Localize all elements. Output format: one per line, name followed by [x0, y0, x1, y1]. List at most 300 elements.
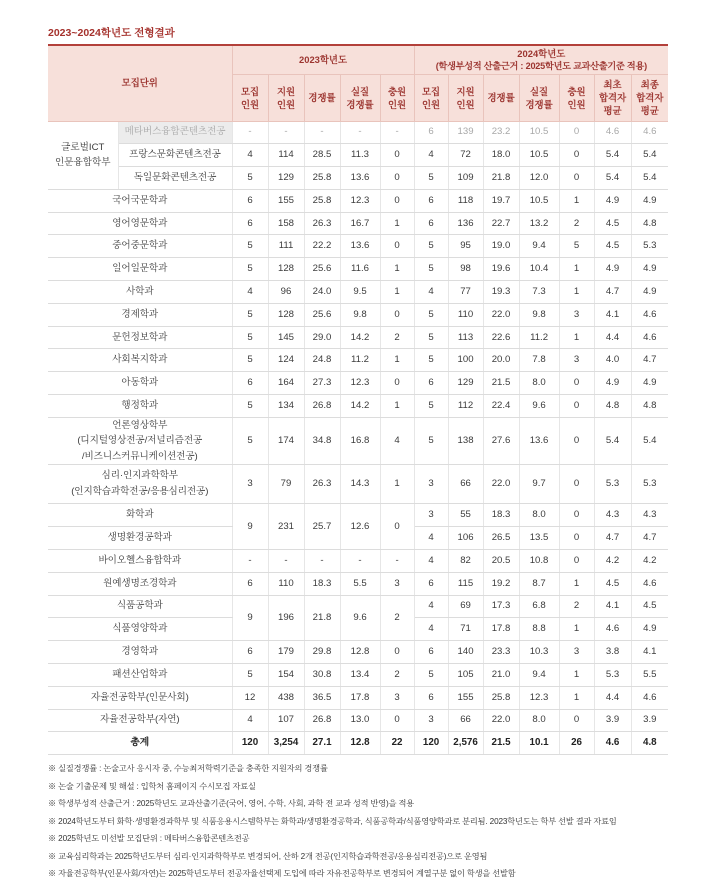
total-2023-real-competition-rate: 12.8	[340, 732, 380, 755]
value-2023-additional-admits: 0	[380, 167, 414, 190]
column-header-2023-applicant-count	[268, 74, 304, 121]
table-row	[48, 121, 668, 144]
value-2024-additional-admits: 1	[559, 281, 594, 304]
total-row	[48, 732, 668, 755]
value-2023-applicant-count: 128	[268, 303, 304, 326]
value-2023-recruit-count: 4	[232, 144, 268, 167]
value-2023-competition-rate: 24.0	[304, 281, 340, 304]
value-2023-competition-rate: 22.2	[304, 235, 340, 258]
value-2024-first-admit-average: 4.2	[594, 549, 631, 572]
value-2024-recruit-count: 3	[414, 465, 448, 504]
value-2024-first-admit-average: 4.7	[594, 527, 631, 550]
value-2023-applicant-count: 164	[268, 372, 304, 395]
value-2023-recruit-count: 12	[232, 686, 268, 709]
value-2024-additional-admits: 1	[559, 258, 594, 281]
admission-results-table	[48, 44, 668, 755]
value-2023-competition-rate: 21.8	[304, 595, 340, 641]
value-2024-additional-admits: 1	[559, 572, 594, 595]
value-2023-recruit-count: 5	[232, 235, 268, 258]
value-2024-recruit-count: 5	[414, 417, 448, 465]
value-2024-competition-rate: 21.5	[483, 372, 519, 395]
value-2024-competition-rate: 17.8	[483, 618, 519, 641]
value-2023-applicant-count: 111	[268, 235, 304, 258]
value-2023-additional-admits: 0	[380, 144, 414, 167]
value-2024-applicant-count: 66	[448, 709, 483, 732]
value-2023-additional-admits: 1	[380, 395, 414, 418]
value-2024-first-admit-average: 4.3	[594, 504, 631, 527]
group-name-cell	[48, 121, 118, 189]
unit-name-line: (디지털영상전공/저널리즘전공	[77, 435, 203, 447]
value-2023-recruit-count: 6	[232, 212, 268, 235]
value-2024-first-admit-average: 3.8	[594, 641, 631, 664]
column-header-line: 지원	[456, 85, 475, 97]
value-2023-real-competition-rate: 14.2	[340, 326, 380, 349]
column-header-line: 인원	[422, 98, 441, 110]
value-2023-real-competition-rate: 11.3	[340, 144, 380, 167]
value-2024-recruit-count: 6	[414, 189, 448, 212]
unit-name-line: (인지학습과학전공/응용심리전공)	[71, 486, 209, 498]
value-2024-final-admit-average: 3.9	[631, 709, 668, 732]
value-2024-final-admit-average: 5.5	[631, 663, 668, 686]
value-2023-competition-rate: 34.8	[304, 417, 340, 465]
value-2024-final-admit-average: 4.6	[631, 686, 668, 709]
value-2024-first-admit-average: 4.1	[594, 595, 631, 618]
unit-name-line: 독일문화콘텐츠전공	[133, 171, 217, 183]
unit-name-line: 영어영문학과	[112, 217, 168, 229]
value-2023-real-competition-rate: 12.3	[340, 372, 380, 395]
value-2023-real-competition-rate: 9.6	[340, 595, 380, 641]
value-2024-final-admit-average: 5.4	[631, 144, 668, 167]
value-2024-competition-rate: 27.6	[483, 417, 519, 465]
total-2023-applicant-count: 3,254	[268, 732, 304, 755]
unit-name-cell	[48, 395, 232, 418]
column-header-2023: 2023학년도	[232, 45, 414, 74]
year-2024-label: 2024학년도	[517, 47, 566, 59]
value-2024-final-admit-average: 4.7	[631, 349, 668, 372]
unit-name-line: 화학과	[126, 509, 154, 521]
value-2024-final-admit-average: 4.6	[631, 121, 668, 144]
table-row	[48, 326, 668, 349]
total-label: 총계	[48, 732, 232, 755]
value-2024-additional-admits: 1	[559, 686, 594, 709]
value-2023-real-competition-rate: 17.8	[340, 686, 380, 709]
value-2023-applicant-count: 129	[268, 167, 304, 190]
value-2024-recruit-count: 4	[414, 549, 448, 572]
value-2024-first-admit-average: 4.9	[594, 189, 631, 212]
value-2024-competition-rate: 25.8	[483, 686, 519, 709]
value-2024-additional-admits: 1	[559, 189, 594, 212]
value-2024-real-competition-rate: 6.8	[519, 595, 559, 618]
value-2024-additional-admits: 0	[559, 527, 594, 550]
value-2023-applicant-count: 114	[268, 144, 304, 167]
unit-name-cell	[48, 465, 232, 504]
value-2024-additional-admits: 3	[559, 641, 594, 664]
unit-name-cell	[48, 549, 232, 572]
value-2024-recruit-count: 5	[414, 235, 448, 258]
value-2024-final-admit-average: 4.1	[631, 641, 668, 664]
value-2024-competition-rate: 18.3	[483, 504, 519, 527]
value-2023-real-competition-rate: 12.3	[340, 189, 380, 212]
value-2024-real-competition-rate: 10.3	[519, 641, 559, 664]
column-header-2023-recruit-count	[232, 74, 268, 121]
value-2024-additional-admits: 1	[559, 326, 594, 349]
unit-name-cell	[118, 121, 232, 144]
footnote: ※ 학생부성적 산출근거 : 2025학년도 교과산출기준(국어, 영어, 수학, 사회, 과학 전 교과 성적 반영)을 적용	[48, 799, 415, 808]
unit-name-cell	[48, 372, 232, 395]
table-row	[48, 212, 668, 235]
unit-name-line: 중어중문학과	[112, 240, 168, 252]
table-row	[48, 349, 668, 372]
value-2024-real-competition-rate: 9.8	[519, 303, 559, 326]
value-2024-real-competition-rate: 9.4	[519, 663, 559, 686]
unit-name-cell	[48, 527, 232, 550]
value-2024-competition-rate: 19.6	[483, 258, 519, 281]
value-2023-real-competition-rate: 12.6	[340, 504, 380, 550]
value-2023-real-competition-rate: 12.8	[340, 641, 380, 664]
value-2024-final-admit-average: 4.7	[631, 527, 668, 550]
value-2023-additional-admits: 0	[380, 709, 414, 732]
value-2024-final-admit-average: 5.3	[631, 235, 668, 258]
value-2023-applicant-count: 107	[268, 709, 304, 732]
column-header-line: 인원	[456, 98, 475, 110]
value-2024-additional-admits: 0	[559, 417, 594, 465]
value-2024-applicant-count: 98	[448, 258, 483, 281]
value-2024-first-admit-average: 4.4	[594, 326, 631, 349]
column-header-line: 최종	[640, 79, 659, 90]
value-2024-recruit-count: 4	[414, 144, 448, 167]
total-2024-competition-rate: 21.5	[483, 732, 519, 755]
table-row	[48, 504, 668, 527]
value-2024-additional-admits: 1	[559, 618, 594, 641]
value-2024-real-competition-rate: 12.0	[519, 167, 559, 190]
value-2024-real-competition-rate: 9.6	[519, 395, 559, 418]
value-2024-competition-rate: 21.8	[483, 167, 519, 190]
value-2024-recruit-count: 5	[414, 258, 448, 281]
value-2024-recruit-count: 3	[414, 504, 448, 527]
value-2024-applicant-count: 77	[448, 281, 483, 304]
value-2024-additional-admits: 3	[559, 303, 594, 326]
value-2023-real-competition-rate: 9.5	[340, 281, 380, 304]
value-2023-real-competition-rate: 13.6	[340, 235, 380, 258]
column-header-line: 경쟁률	[525, 98, 553, 110]
column-header-line: 경쟁률	[346, 98, 374, 110]
value-2023-applicant-count: 155	[268, 189, 304, 212]
table-header	[48, 45, 668, 121]
value-2024-additional-admits: 5	[559, 235, 594, 258]
total-2023-competition-rate: 27.1	[304, 732, 340, 755]
column-header-line: 경쟁률	[487, 92, 515, 103]
unit-name-line: 사회복지학과	[112, 354, 168, 366]
column-header-2023-competition-rate	[304, 74, 340, 121]
value-2023-applicant-count: -	[268, 549, 304, 572]
column-header-2024-recruit-count	[414, 74, 448, 121]
table-row	[48, 549, 668, 572]
value-2023-competition-rate: 36.5	[304, 686, 340, 709]
column-header-line: 합격자	[598, 92, 627, 103]
value-2024-real-competition-rate: 9.7	[519, 465, 559, 504]
unit-name-line: 자율전공학부(자연)	[99, 714, 180, 726]
column-header-line: 인원	[387, 98, 407, 110]
value-2023-applicant-count: 79	[268, 465, 304, 504]
table-body	[48, 121, 668, 755]
value-2023-recruit-count: 9	[232, 504, 268, 550]
value-2024-final-admit-average: 5.3	[631, 465, 668, 504]
value-2024-additional-admits: 2	[559, 212, 594, 235]
table-row	[48, 641, 668, 664]
value-2024-applicant-count: 129	[448, 372, 483, 395]
column-header-2024-final-admit-average	[631, 74, 668, 121]
value-2023-additional-admits: 1	[380, 258, 414, 281]
value-2023-additional-admits: 3	[380, 572, 414, 595]
table-row	[48, 572, 668, 595]
value-2023-recruit-count: 3	[232, 465, 268, 504]
value-2024-additional-admits: 0	[559, 465, 594, 504]
value-2023-recruit-count: 5	[232, 663, 268, 686]
column-header-2024-applicant-count	[448, 74, 483, 121]
unit-name-line: 경영학과	[121, 646, 159, 658]
value-2024-additional-admits: 0	[559, 144, 594, 167]
value-2024-real-competition-rate: 7.8	[519, 349, 559, 372]
value-2024-recruit-count: 5	[414, 663, 448, 686]
value-2023-competition-rate: 25.8	[304, 167, 340, 190]
footnote: ※ 2024학년도부터 화학·생명환경과학부 및 식품응용시스템학부는 화학과/생명환경공학과, 식품공학과/식품영양학과로 분리됨. 2023학년도는 학부 선발 결과 자료임	[48, 816, 617, 826]
value-2024-first-admit-average: 4.6	[594, 121, 631, 144]
group-name-line: 글로벌ICT	[61, 142, 105, 154]
value-2024-recruit-count: 3	[414, 709, 448, 732]
value-2024-applicant-count: 82	[448, 549, 483, 572]
value-2024-additional-admits: 0	[559, 167, 594, 190]
value-2024-recruit-count: 6	[414, 572, 448, 595]
unit-name-line: 심리·인지과학학부	[101, 470, 178, 482]
unit-name-line: 행정학과	[121, 399, 159, 411]
value-2023-additional-admits: 1	[380, 281, 414, 304]
value-2023-additional-admits: 0	[380, 504, 414, 550]
value-2024-real-competition-rate: 8.8	[519, 618, 559, 641]
value-2023-real-competition-rate: 13.0	[340, 709, 380, 732]
value-2023-additional-admits: 0	[380, 641, 414, 664]
value-2024-applicant-count: 69	[448, 595, 483, 618]
value-2023-competition-rate: 30.8	[304, 663, 340, 686]
value-2024-competition-rate: 17.3	[483, 595, 519, 618]
value-2023-competition-rate: 29.0	[304, 326, 340, 349]
unit-name-line: 언론영상학부	[112, 419, 168, 431]
value-2024-competition-rate: 22.0	[483, 709, 519, 732]
table-row	[48, 303, 668, 326]
value-2023-real-competition-rate: 14.3	[340, 465, 380, 504]
total-2024-recruit-count: 120	[414, 732, 448, 755]
value-2024-first-admit-average: 4.9	[594, 372, 631, 395]
value-2024-real-competition-rate: 11.2	[519, 326, 559, 349]
value-2023-competition-rate: 26.8	[304, 395, 340, 418]
value-2023-real-competition-rate: 16.7	[340, 212, 380, 235]
table-row	[48, 595, 668, 618]
table-row	[48, 465, 668, 504]
value-2024-first-admit-average: 4.7	[594, 281, 631, 304]
value-2023-applicant-count: 128	[268, 258, 304, 281]
column-header-line: 최초	[603, 79, 622, 90]
value-2024-real-competition-rate: 10.5	[519, 189, 559, 212]
value-2024-first-admit-average: 4.6	[594, 618, 631, 641]
value-2024-final-admit-average: 4.9	[631, 372, 668, 395]
unit-name-cell	[48, 417, 232, 465]
unit-name-cell	[118, 144, 232, 167]
value-2023-applicant-count: 158	[268, 212, 304, 235]
column-header-line: 실질	[530, 85, 549, 97]
unit-name-line: 메타버스융합콘텐츠전공	[124, 126, 226, 138]
column-header-2024-real-competition-rate	[519, 74, 559, 121]
unit-name-line: 국어국문학과	[112, 194, 168, 206]
value-2023-recruit-count: 5	[232, 417, 268, 465]
value-2024-real-competition-rate: 9.4	[519, 235, 559, 258]
value-2024-applicant-count: 112	[448, 395, 483, 418]
value-2024-real-competition-rate: 10.5	[519, 144, 559, 167]
value-2023-applicant-count: 145	[268, 326, 304, 349]
column-header-line: 합격자	[636, 92, 664, 103]
value-2023-real-competition-rate: 11.2	[340, 349, 380, 372]
value-2024-applicant-count: 55	[448, 504, 483, 527]
year-2024-note: (학생부성적 산출근거 : 2025학년도 교과산출기준 적용)	[435, 60, 647, 71]
value-2023-additional-admits: 0	[380, 372, 414, 395]
unit-name-cell	[48, 504, 232, 527]
unit-name-cell	[48, 326, 232, 349]
value-2024-first-admit-average: 5.4	[594, 144, 631, 167]
value-2023-applicant-count: 196	[268, 595, 304, 641]
value-2024-competition-rate: 18.0	[483, 144, 519, 167]
value-2023-recruit-count: 5	[232, 167, 268, 190]
value-2024-final-admit-average: 4.6	[631, 303, 668, 326]
value-2024-first-admit-average: 4.5	[594, 235, 631, 258]
footnote: ※ 논술 기출문제 및 해설 : 입학처 홈페이지 수시모집 자료실	[48, 781, 256, 791]
value-2024-recruit-count: 6	[414, 372, 448, 395]
table-row	[48, 395, 668, 418]
unit-name-cell	[48, 595, 232, 618]
value-2024-recruit-count: 4	[414, 595, 448, 618]
value-2024-competition-rate: 20.0	[483, 349, 519, 372]
value-2023-additional-admits: 0	[380, 235, 414, 258]
column-header-line: 경쟁률	[308, 92, 336, 103]
total-2024-real-competition-rate: 10.1	[519, 732, 559, 755]
total-2023-recruit-count: 120	[232, 732, 268, 755]
value-2024-real-competition-rate: 13.6	[519, 417, 559, 465]
table-row	[48, 686, 668, 709]
value-2023-additional-admits: 2	[380, 595, 414, 641]
value-2024-applicant-count: 139	[448, 121, 483, 144]
value-2024-final-admit-average: 4.2	[631, 549, 668, 572]
value-2023-applicant-count: 231	[268, 504, 304, 550]
footnote: ※ 자율전공학부(인문사회/자연)는 2025학년도부터 전공자율선택제 도입에 따라 자유전공학부로 변경되어 계열구분 없이 학생을 선발함	[48, 869, 516, 878]
value-2023-additional-admits: 1	[380, 465, 414, 504]
value-2023-competition-rate: -	[304, 121, 340, 144]
unit-name-cell	[48, 189, 232, 212]
value-2023-competition-rate: 26.3	[304, 465, 340, 504]
value-2024-real-competition-rate: 13.5	[519, 527, 559, 550]
value-2024-competition-rate: 19.7	[483, 189, 519, 212]
column-header-line: 충원	[567, 85, 586, 97]
unit-name-cell	[118, 167, 232, 190]
total-2024-first-admit-average: 4.6	[594, 732, 631, 755]
unit-name-line: 생명환경공학과	[107, 532, 172, 544]
value-2024-first-admit-average: 4.5	[594, 212, 631, 235]
value-2024-real-competition-rate: 8.0	[519, 709, 559, 732]
value-2023-additional-admits: 0	[380, 189, 414, 212]
value-2024-recruit-count: 4	[414, 618, 448, 641]
value-2023-recruit-count: 9	[232, 595, 268, 641]
value-2024-first-admit-average: 4.0	[594, 349, 631, 372]
value-2023-applicant-count: 110	[268, 572, 304, 595]
unit-name-line: 사학과	[126, 285, 154, 297]
unit-name-line: 경제학과	[121, 308, 159, 320]
value-2024-competition-rate: 22.0	[483, 465, 519, 504]
value-2024-competition-rate: 22.6	[483, 326, 519, 349]
value-2024-final-admit-average: 4.9	[631, 281, 668, 304]
table-row	[48, 372, 668, 395]
value-2024-additional-admits: 1	[559, 663, 594, 686]
value-2024-first-admit-average: 5.3	[594, 465, 631, 504]
unit-name-line: 바이오헬스융합학과	[98, 554, 182, 566]
value-2023-additional-admits: 3	[380, 686, 414, 709]
value-2023-recruit-count: 4	[232, 281, 268, 304]
column-header-unit: 모집단위	[48, 45, 232, 121]
unit-name-line: 아동학과	[121, 377, 159, 389]
value-2024-recruit-count: 5	[414, 303, 448, 326]
unit-name-line: 프랑스문화콘텐츠전공	[129, 149, 221, 161]
value-2024-final-admit-average: 4.8	[631, 395, 668, 418]
column-header-2024-additional-admits	[559, 74, 594, 121]
unit-name-line: 패션산업학과	[112, 668, 168, 680]
group-name-line: 인문융합학부	[54, 157, 111, 169]
value-2024-competition-rate: 23.3	[483, 641, 519, 664]
footnotes	[48, 760, 698, 883]
column-header-line: 모집	[422, 85, 441, 97]
value-2023-competition-rate: 26.3	[304, 212, 340, 235]
value-2023-recruit-count: 6	[232, 641, 268, 664]
unit-name-line: /비즈니스커뮤니케이션전공)	[81, 450, 198, 462]
value-2023-additional-admits: 2	[380, 326, 414, 349]
value-2024-real-competition-rate: 8.0	[519, 504, 559, 527]
column-header-line: 평균	[640, 105, 659, 116]
header-row-years	[48, 45, 668, 74]
value-2023-applicant-count: 174	[268, 417, 304, 465]
value-2024-competition-rate: 20.5	[483, 549, 519, 572]
value-2024-additional-admits: 0	[559, 504, 594, 527]
unit-name-cell	[48, 212, 232, 235]
value-2023-additional-admits: 2	[380, 663, 414, 686]
table-row	[48, 709, 668, 732]
value-2023-competition-rate: 25.6	[304, 303, 340, 326]
value-2023-competition-rate: 25.8	[304, 189, 340, 212]
unit-name-cell	[48, 709, 232, 732]
value-2024-first-admit-average: 4.1	[594, 303, 631, 326]
value-2023-additional-admits: -	[380, 549, 414, 572]
value-2024-real-competition-rate: 13.2	[519, 212, 559, 235]
value-2023-competition-rate: 25.7	[304, 504, 340, 550]
value-2023-real-competition-rate: -	[340, 121, 380, 144]
value-2024-applicant-count: 109	[448, 167, 483, 190]
value-2024-applicant-count: 105	[448, 663, 483, 686]
value-2024-final-admit-average: 4.5	[631, 595, 668, 618]
value-2024-competition-rate: 26.5	[483, 527, 519, 550]
value-2023-recruit-count: 4	[232, 709, 268, 732]
column-header-line: 인원	[240, 98, 260, 110]
value-2023-real-competition-rate: 13.4	[340, 663, 380, 686]
total-2024-final-admit-average: 4.8	[631, 732, 668, 755]
total-2024-additional-admits: 26	[559, 732, 594, 755]
value-2024-additional-admits: 3	[559, 349, 594, 372]
value-2024-final-admit-average: 5.4	[631, 417, 668, 465]
value-2023-applicant-count: 96	[268, 281, 304, 304]
value-2024-first-admit-average: 4.4	[594, 686, 631, 709]
footnote: ※ 2025학년도 미선발 모집단위 : 메타버스융합콘텐츠전공	[48, 834, 250, 843]
